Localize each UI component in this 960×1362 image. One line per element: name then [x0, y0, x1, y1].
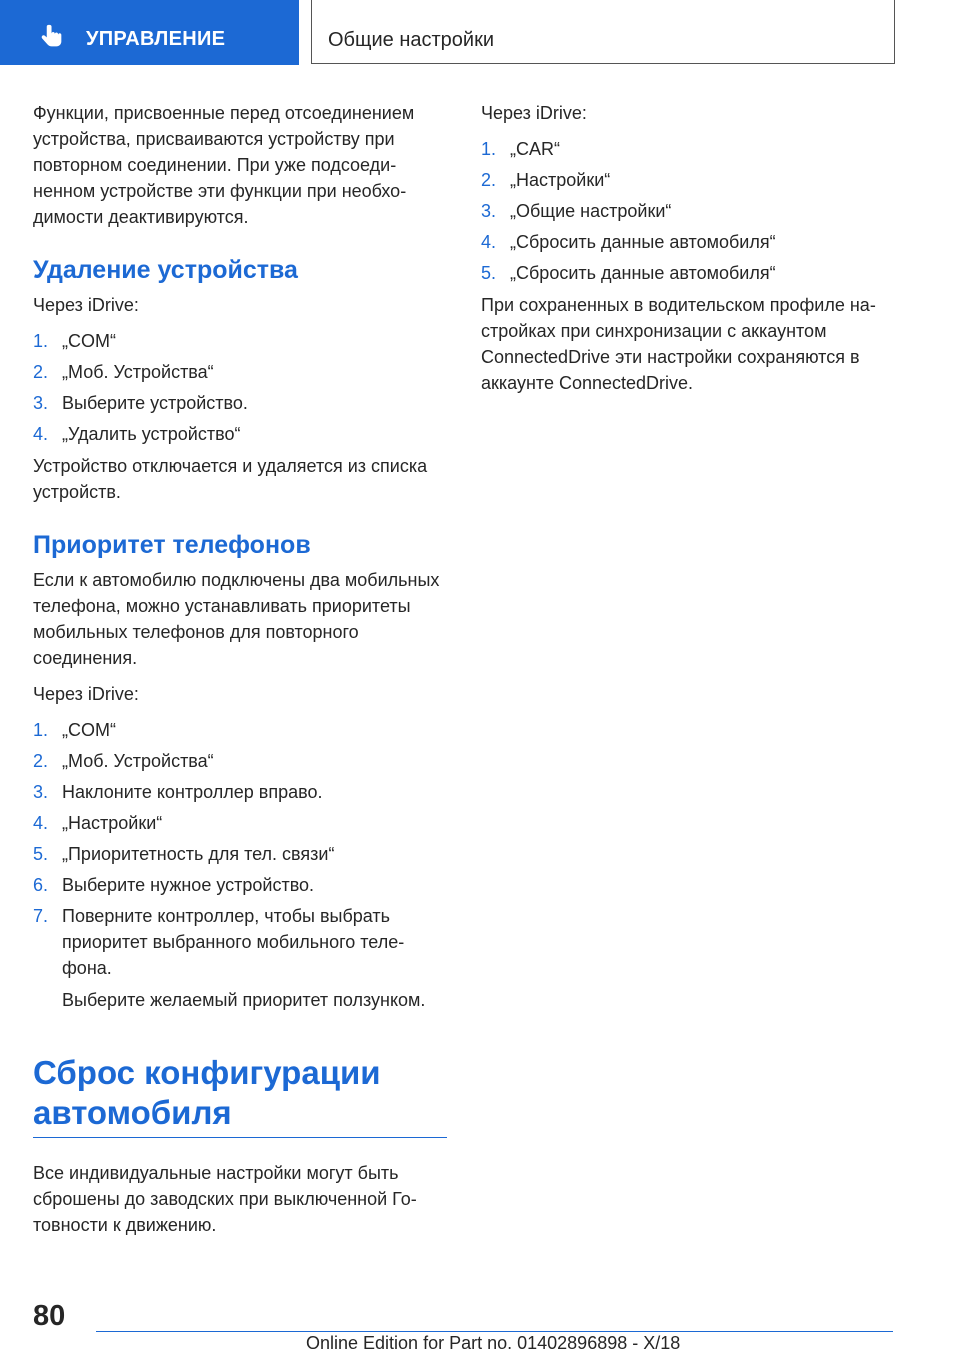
reset-steps-list	[481, 136, 901, 286]
list-item	[481, 229, 901, 255]
reset-via-label: Через iDrive:	[481, 103, 587, 123]
footer-edition-text: Online Edition for Part no. 01402896898 - X/18	[306, 1333, 681, 1353]
header-title-box	[311, 0, 895, 64]
left-column	[33, 100, 447, 1248]
step-number: 5.	[33, 844, 49, 864]
phone-priority-heading: Приоритет телефонов	[33, 531, 311, 559]
delete-steps-list	[33, 328, 447, 447]
step-text: „Удалить устройство“	[62, 424, 241, 444]
priority-intro-paragraph: Если к автомобилю подключены два мобильных телефона, можно устанавливать приоритеты мобильных телефонов для повторного соединения.	[33, 570, 440, 668]
step-number: 5.	[481, 263, 497, 283]
step-text: „Общие настройки“	[510, 201, 672, 221]
priority-note: Выберите желаемый приоритет ползунком.	[62, 990, 426, 1010]
list-item	[33, 903, 447, 981]
list-item	[33, 841, 447, 867]
step-text: Выберите устройство.	[62, 393, 248, 413]
step-text: „Приоритетность для тел. связи“	[62, 844, 335, 864]
step-number: 1.	[481, 139, 497, 159]
step-text: „Сбросить данные автомобиля“	[510, 232, 776, 252]
list-item	[33, 328, 447, 354]
vehicle-reset-heading: Сброс конфигурации автомобиля	[33, 1053, 447, 1138]
step-number: 3.	[33, 782, 49, 802]
page-number: 80	[33, 1300, 66, 1332]
step-number: 7.	[33, 906, 49, 926]
step-text: „Моб. Устройства“	[62, 751, 214, 771]
step-text: „COM“	[62, 720, 116, 740]
list-item	[33, 748, 447, 774]
list-item	[33, 359, 447, 385]
list-item	[33, 872, 447, 898]
step-text: „Настройки“	[510, 170, 611, 190]
step-number: 1.	[33, 720, 49, 740]
list-item	[481, 167, 901, 193]
priority-via-label: Через iDrive:	[33, 684, 139, 704]
list-item	[33, 390, 447, 416]
step-number: 2.	[481, 170, 497, 190]
connecteddrive-note: При сохраненных в водительском профиле настройках при синхронизации с аккаунтом ConnectedDrive эти настройки сохраняются в аккаунте ConnectedDrive.	[481, 295, 876, 393]
delete-result-paragraph: Устройство отключается и удаляется из списка устройств.	[33, 456, 428, 502]
step-number: 1.	[33, 331, 49, 351]
priority-steps-list	[33, 717, 447, 981]
step-number: 3.	[481, 201, 497, 221]
list-item	[481, 136, 901, 162]
step-text: Выберите нужное устройство.	[62, 875, 315, 895]
step-text: „CAR“	[510, 139, 560, 159]
page-section-title: Общие настройки	[328, 29, 494, 51]
header-section-tab	[0, 0, 299, 65]
step-number: 4.	[33, 813, 49, 833]
hand-pointer-icon	[38, 22, 66, 50]
step-text: „COM“	[62, 331, 116, 351]
section-tab-label: УПРАВЛЕНИЕ	[86, 28, 226, 50]
step-text: „Моб. Устройства“	[62, 362, 214, 382]
step-number: 6.	[33, 875, 49, 895]
delete-device-heading: Удаление устройства	[33, 256, 298, 284]
list-item	[33, 717, 447, 743]
step-text: Поверните контроллер, чтобы выбрать приоритет выбранного мобильного телефона.	[62, 906, 405, 978]
step-number: 4.	[33, 424, 49, 444]
right-column	[481, 100, 901, 406]
delete-via-label: Через iDrive:	[33, 295, 139, 315]
footer-divider	[96, 1331, 893, 1332]
list-item	[33, 421, 447, 447]
intro-paragraph: Функции, присвоенные перед отсоединением устройства, присваиваются устройству при повторном соединении. При уже подсоединенном устройстве эти функции при необходимости деактивируются.	[33, 103, 415, 227]
step-text: „Сбросить данные автомобиля“	[510, 263, 776, 283]
list-item	[33, 810, 447, 836]
list-item	[481, 198, 901, 224]
step-text: Наклоните контроллер вправо.	[62, 782, 323, 802]
step-number: 4.	[481, 232, 497, 252]
step-number: 2.	[33, 362, 49, 382]
step-number: 2.	[33, 751, 49, 771]
step-number: 3.	[33, 393, 49, 413]
step-text: „Настройки“	[62, 813, 163, 833]
reset-paragraph: Все индивидуальные настройки могут быть сброшены до заводских при выключенной Готовности к движению.	[33, 1163, 417, 1235]
list-item	[481, 260, 901, 286]
list-item	[33, 779, 447, 805]
